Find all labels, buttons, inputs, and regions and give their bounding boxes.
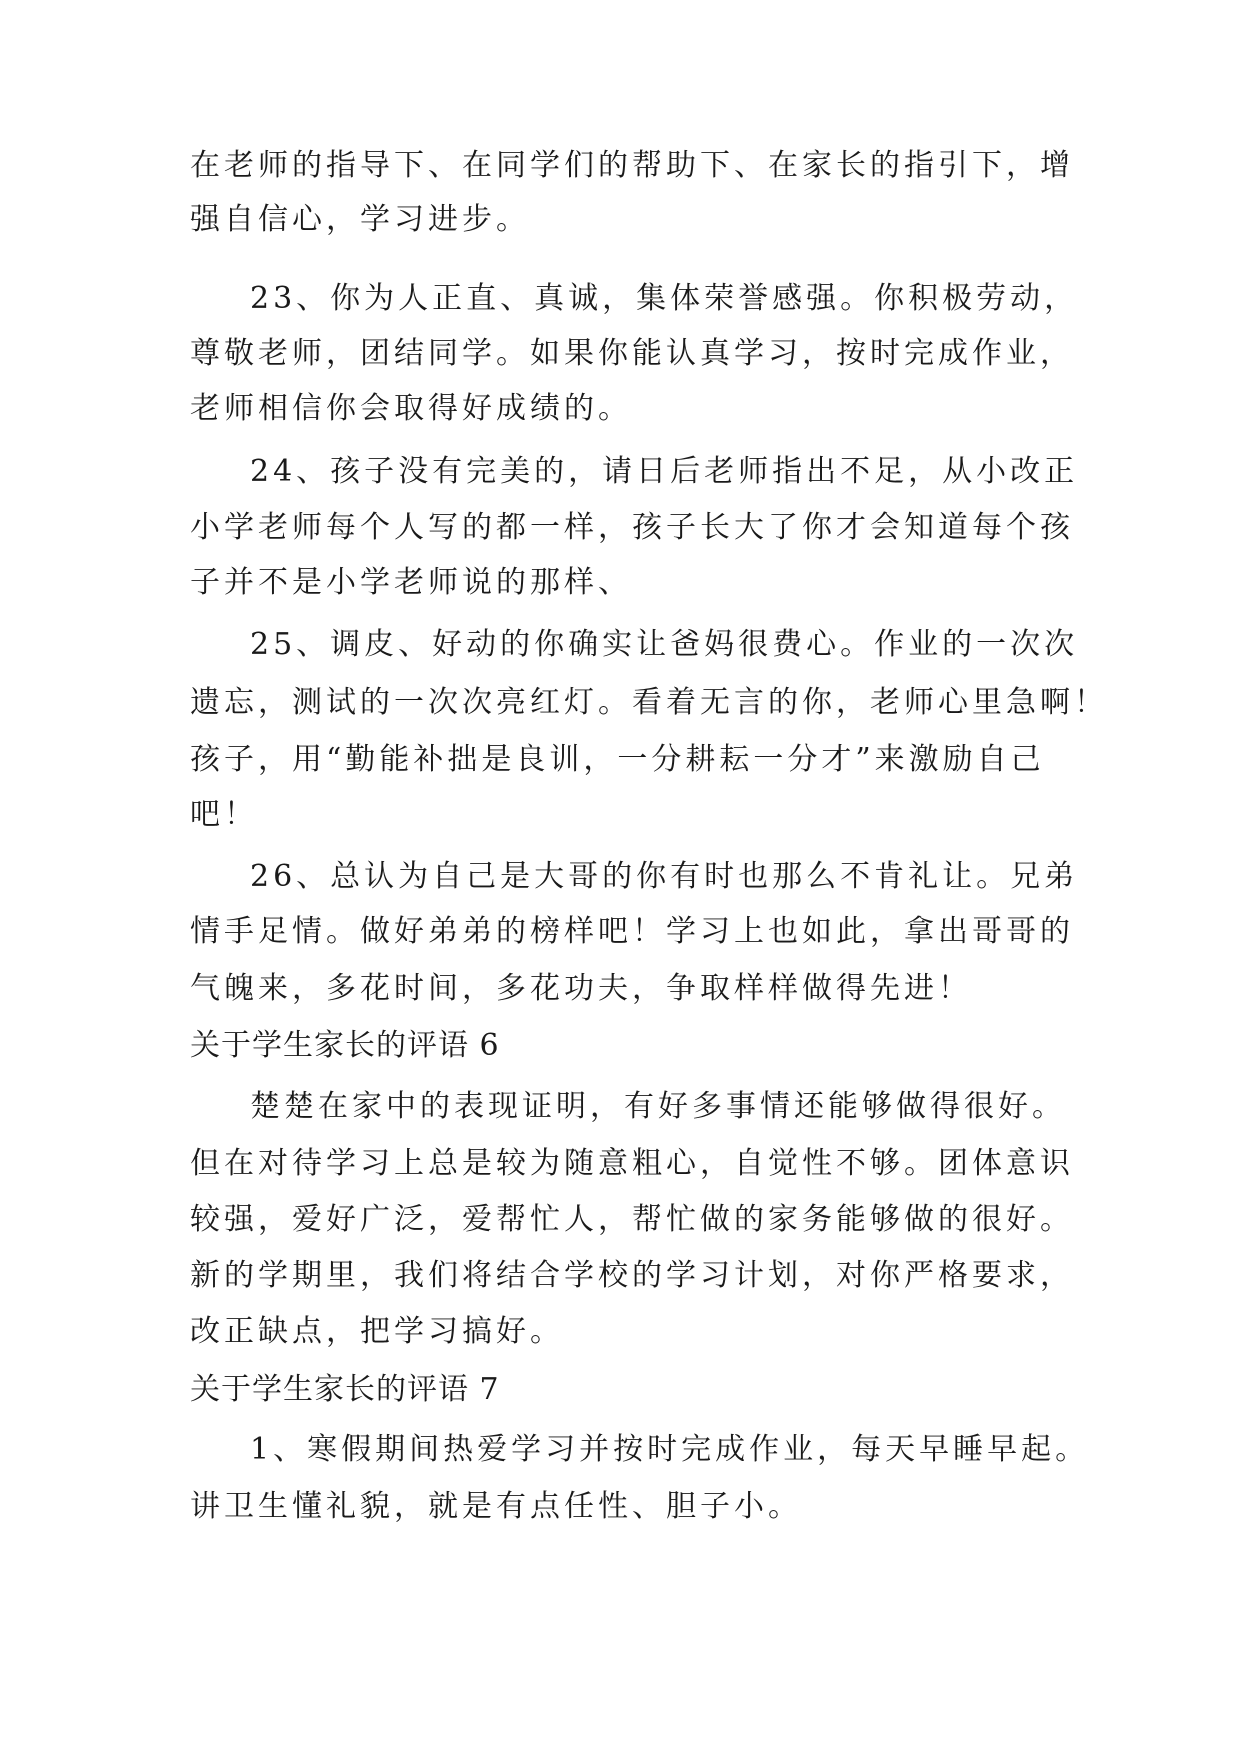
paragraph-line: 24、孩子没有完美的，请日后老师指出不足，从小改正 <box>250 454 1079 489</box>
paragraph-line: 在老师的指导下、在同学们的帮助下、在家长的指引下，增 <box>190 148 1074 183</box>
paragraph-line: 新的学期里，我们将结合学校的学习计划，对你严格要求， <box>190 1258 1074 1293</box>
paragraph-line: 改正缺点，把学习搞好。 <box>190 1314 564 1349</box>
paragraph-line: 气魄来，多花时间，多花功夫，争取样样做得先进！ <box>190 971 972 1006</box>
paragraph-line: 小学老师每个人写的都一样，孩子长大了你才会知道每个孩 <box>190 510 1074 545</box>
paragraph-line: 讲卫生懂礼貌，就是有点任性、胆子小。 <box>190 1489 802 1524</box>
paragraph-line: 强自信心，学习进步。 <box>190 202 530 237</box>
paragraph-line: 楚楚在家中的表现证明，有好多事情还能够做得很好。 <box>250 1089 1066 1124</box>
section-heading: 关于学生家长的评语 6 <box>190 1028 500 1063</box>
paragraph-line: 较强，爱好广泛，爱帮忙人，帮忙做的家务能够做的很好。 <box>190 1202 1074 1237</box>
paragraph-line: 情手足情。做好弟弟的榜样吧！学习上也如此，拿出哥哥的 <box>190 914 1074 949</box>
paragraph-line: 尊敬老师，团结同学。如果你能认真学习，按时完成作业， <box>190 336 1074 371</box>
paragraph-line: 遗忘，测试的一次次亮红灯。看着无言的你，老师心里急啊！ <box>190 685 1108 720</box>
paragraph-line: 1、寒假期间热爱学习并按时完成作业，每天早睡早起。 <box>250 1432 1090 1467</box>
paragraph-line: 老师相信你会取得好成绩的。 <box>190 391 632 426</box>
paragraph-line: 子并不是小学老师说的那样、 <box>190 565 632 600</box>
paragraph-line: 孩子，用“勤能补拙是良训，一分耕耘一分才”来激励自己 <box>190 742 1045 777</box>
section-heading: 关于学生家长的评语 7 <box>190 1372 500 1407</box>
paragraph-line: 25、调皮、好动的你确实让爸妈很费心。作业的一次次 <box>250 627 1079 662</box>
paragraph-line: 26、总认为自己是大哥的你有时也那么不肯礼让。兄弟 <box>250 859 1079 894</box>
paragraph-line: 吧！ <box>190 797 258 832</box>
paragraph-line: 但在对待学习上总是较为随意粗心，自觉性不够。团体意识 <box>190 1146 1074 1181</box>
paragraph-line: 23、你为人正直、真诚，集体荣誉感强。你积极劳动， <box>250 281 1079 316</box>
